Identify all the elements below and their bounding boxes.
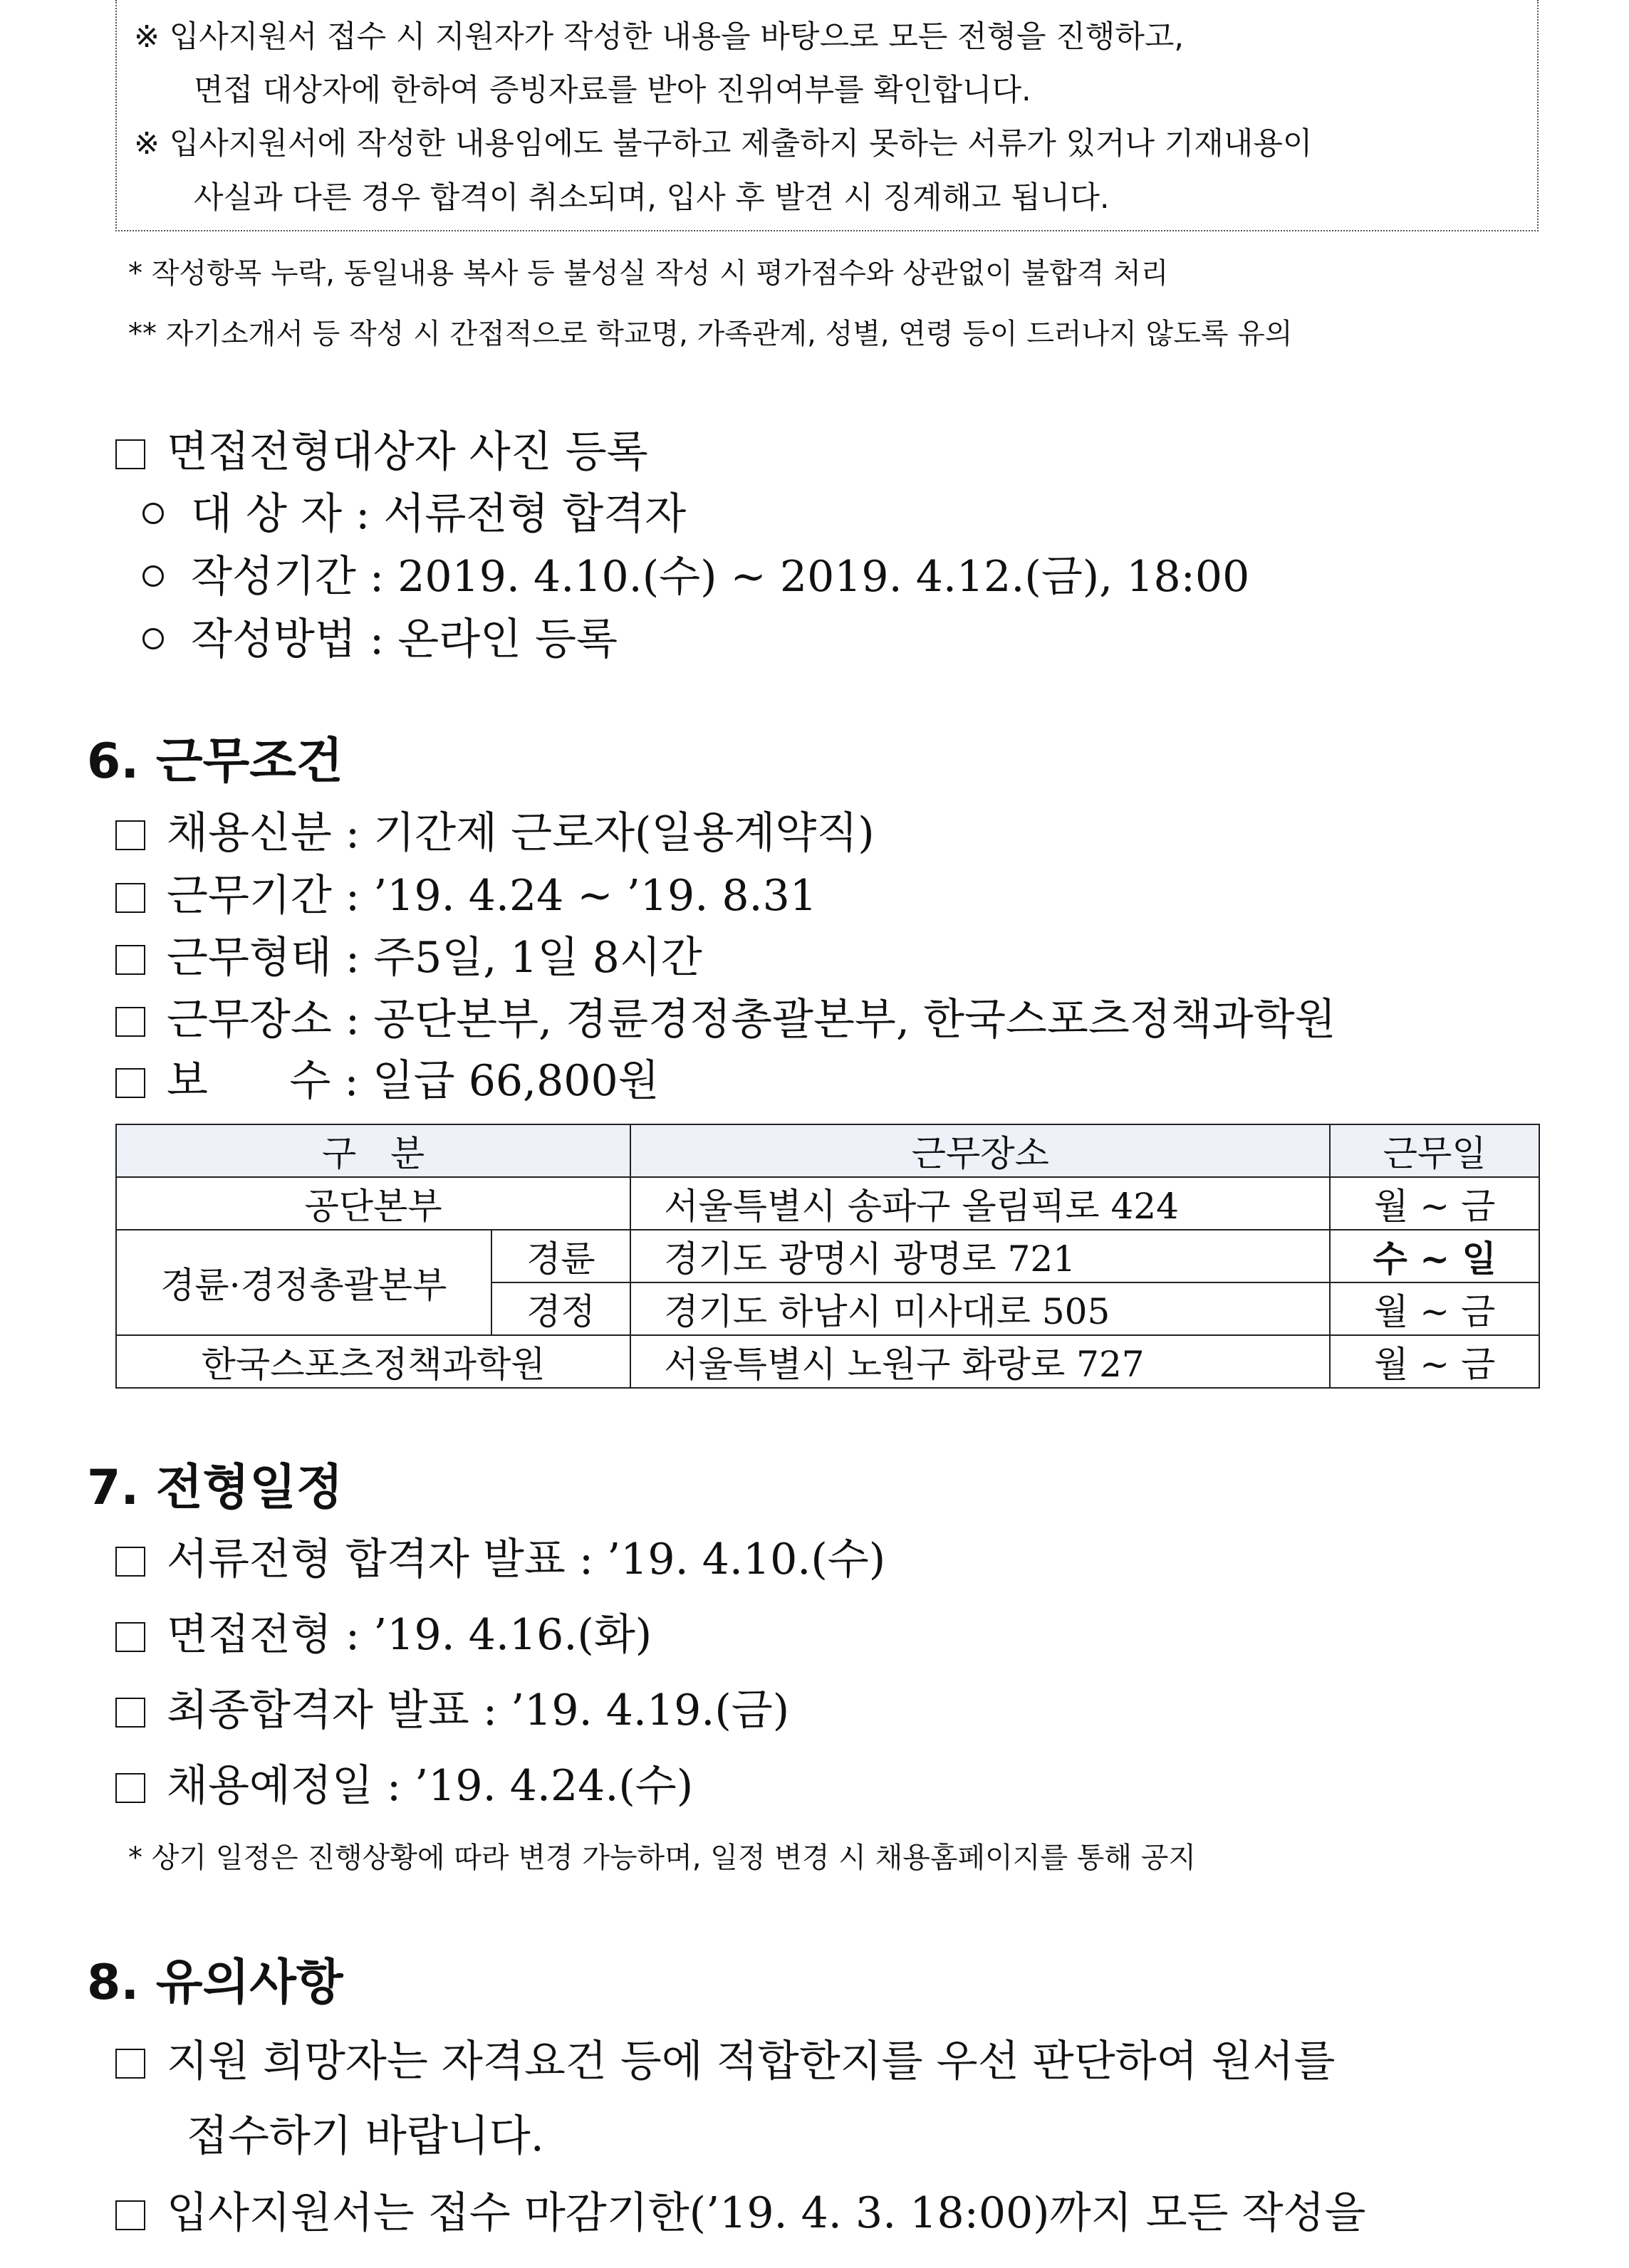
section-8-heading: 8. 유의사항 [87, 1955, 343, 2011]
table-row [116, 1230, 1539, 1282]
table-cell-category: 한국스포츠정책과학원 [116, 1335, 630, 1388]
photo-target [142, 486, 686, 543]
table-cell-category: 공단본부 [116, 1177, 630, 1230]
table-cell-days: 수 ~ 일 [1330, 1230, 1539, 1282]
section-6-heading: 6. 근무조건 [87, 733, 343, 790]
photo-registration-title [115, 424, 648, 481]
checkbox-square-icon [115, 1068, 145, 1098]
caution-item-1-continued: 접수하기 바랍니다. [187, 2111, 544, 2161]
work-condition-item: 근무장소 : 공단본부, 경륜경정총괄본부, 한국스포츠정책과학원 [115, 991, 1336, 1048]
photo-period [142, 548, 1249, 605]
checkbox-square-icon [115, 1773, 145, 1803]
table-cell-sub: 경륜 [491, 1230, 631, 1282]
table-row [116, 1177, 1539, 1230]
photo-period-text: 작성기간 : 2019. 4.10.(수) ~ 2019. 4.12.(금), 18:00 [191, 552, 1250, 602]
photo-title-text: 면접전형대상자 사진 등록 [167, 427, 648, 477]
table-header-cell: 구 분 [116, 1124, 630, 1177]
photo-target-text: 대 상 자 : 서류전형 합격자 [191, 489, 687, 539]
work-condition-item: 보 수 : 일급 66,800원 [115, 1052, 660, 1109]
schedule-item: 서류전형 합격자 발표 : ’19. 4.10.(수) [115, 1531, 885, 1588]
table-cell-category: 경륜·경정총괄본부 [116, 1230, 491, 1335]
caution-item-1: 지원 희망자는 자격요건 등에 적합한지를 우선 판단하여 원서를 [115, 2033, 1335, 2090]
photo-method [142, 611, 618, 668]
circle-bullet-icon [142, 565, 164, 587]
table-cell-days: 월 ~ 금 [1330, 1335, 1539, 1388]
checkbox-square-icon [115, 2200, 145, 2230]
table-row [116, 1335, 1539, 1388]
schedule-item: 최종합격자 발표 : ’19. 4.19.(금) [115, 1682, 789, 1739]
photo-method-text: 작성방법 : 온라인 등록 [191, 615, 618, 664]
table-cell-sub: 경정 [491, 1282, 631, 1335]
checkbox-square-icon [115, 820, 145, 850]
work-condition-item: 채용신분 : 기간제 근로자(일용계약직) [115, 805, 875, 862]
schedule-item: 채용예정일 : ’19. 4.24.(수) [115, 1757, 693, 1814]
schedule-item: 면접전형 : ’19. 4.16.(화) [115, 1606, 652, 1663]
checkbox-square-icon [115, 439, 145, 469]
schedule-note: * 상기 일정은 진행상황에 따라 변경 가능하며, 일정 변경 시 채용홈페이지를 통해 공지 [128, 1841, 1197, 1874]
circle-bullet-icon [142, 628, 164, 649]
notice-line-3: ※ 입사지원서에 작성한 내용임에도 불구하고 제출하지 못하는 서류가 있거나 기재내용이 [134, 126, 1313, 162]
table-header-cell: 근무일 [1330, 1124, 1539, 1177]
checkbox-square-icon [115, 1622, 145, 1652]
table-cell-location: 경기도 하남시 미사대로 505 [630, 1282, 1330, 1335]
work-condition-item: 근무형태 : 주5일, 1일 8시간 [115, 929, 702, 986]
table-cell-location: 경기도 광명시 광명로 721 [630, 1230, 1330, 1282]
work-location-table [115, 1124, 1540, 1389]
caution-item-2: 입사지원서는 접수 마감기한(’19. 4. 3. 18:00)까지 모든 작성을 [115, 2185, 1365, 2242]
footnote-1: * 작성항목 누락, 동일내용 복사 등 불성실 작성 시 평가점수와 상관없이 불합격 처리 [128, 257, 1169, 290]
checkbox-square-icon [115, 945, 145, 975]
section-7-heading: 7. 전형일정 [87, 1460, 343, 1516]
table-cell-days: 월 ~ 금 [1330, 1177, 1539, 1230]
notice-line-1: ※ 입사지원서 접수 시 지원자가 작성한 내용을 바탕으로 모든 전형을 진행하고, [134, 19, 1185, 55]
work-condition-item: 근무기간 : ’19. 4.24 ~ ’19. 8.31 [115, 867, 817, 924]
checkbox-square-icon [115, 2049, 145, 2079]
notice-line-2: 면접 대상자에 한하여 증빙자료를 받아 진위여부를 확인합니다. [194, 73, 1031, 108]
checkbox-square-icon [115, 883, 145, 913]
table-cell-days: 월 ~ 금 [1330, 1282, 1539, 1335]
table-cell-location: 서울특별시 노원구 화랑로 727 [630, 1335, 1330, 1388]
checkbox-square-icon [115, 1698, 145, 1728]
table-cell-location: 서울특별시 송파구 올림픽로 424 [630, 1177, 1330, 1230]
checkbox-square-icon [115, 1547, 145, 1577]
footnote-2: ** 자기소개서 등 작성 시 간접적으로 학교명, 가족관계, 성별, 연령 등이 드러나지 않도록 유의 [128, 318, 1293, 350]
table-header-cell: 근무장소 [630, 1124, 1330, 1177]
notice-line-4: 사실과 다른 경우 합격이 취소되며, 입사 후 발견 시 징계해고 됩니다. [194, 180, 1110, 216]
checkbox-square-icon [115, 1007, 145, 1037]
circle-bullet-icon [142, 503, 164, 524]
table-header-row [116, 1124, 1539, 1177]
